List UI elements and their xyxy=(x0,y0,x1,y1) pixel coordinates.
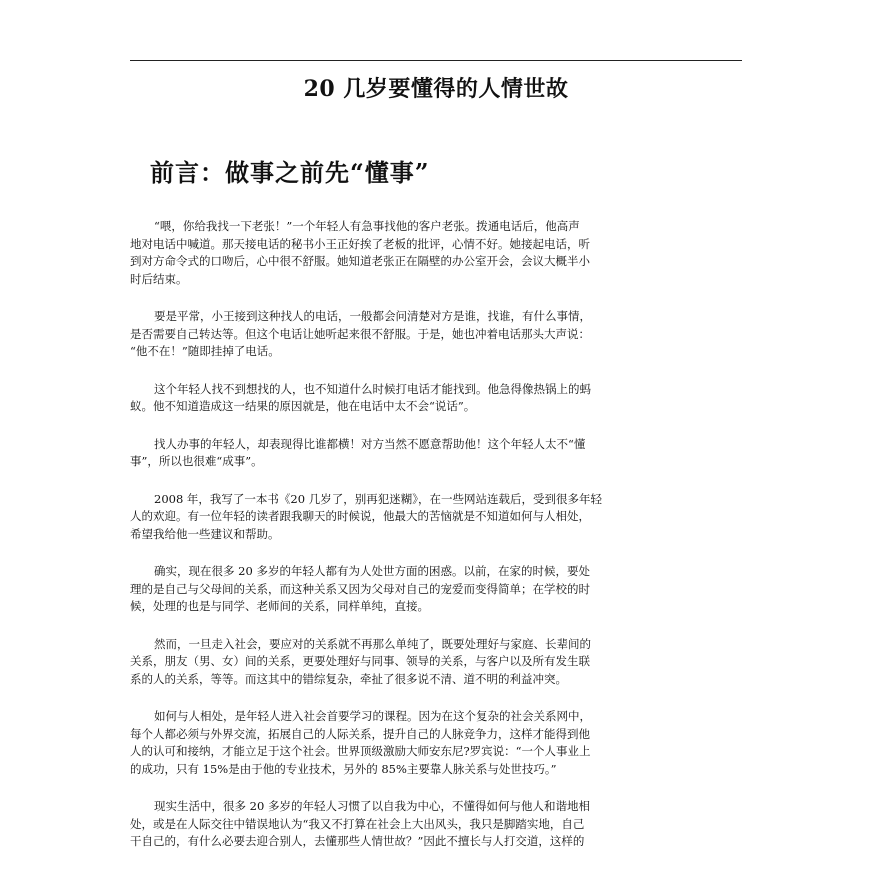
paragraph-line: 事”，所以也很难“成事”。 xyxy=(130,454,263,468)
paragraph-line: 然而，一旦走入社会，要应对的关系就不再那么单纯了，既要处理好与家庭、长辈间的 xyxy=(154,636,591,651)
header-rule xyxy=(130,60,742,61)
paragraph-line: “喂，你给我找一下老张！”一个年轻人有急事找他的客户老张。拨通电话后，他高声 xyxy=(154,219,580,233)
paragraph xyxy=(130,436,742,471)
paragraph-line: 理的是自己与父母间的关系，而这种关系又因为父母对自己的宠爱而变得简单；在学校的时 xyxy=(130,581,590,596)
paragraph xyxy=(130,491,742,544)
paragraph-line: 系的人的关系，等等。而这其中的错综复杂，牵扯了很多说不清、道不明的利益冲突。 xyxy=(130,671,567,686)
paragraph xyxy=(130,798,742,851)
paragraph-line: 现实生活中，很多 20 多岁的年轻人习惯了以自我为中心，不懂得如何与他人和谐地相 xyxy=(154,799,590,813)
section-heading: 前言：做事之前先“懂事” xyxy=(150,158,430,187)
paragraph-line: 的成功，只有 15%是由于他的专业技术，另外的 85%主要靠人脉关系与处世技巧。” xyxy=(130,761,557,776)
paragraph-line: 地对电话中喊道。那天接电话的秘书小王正好挨了老板的批评，心情不好。她接起电话，听 xyxy=(130,236,590,251)
paragraph xyxy=(130,563,742,616)
paragraph xyxy=(130,218,742,288)
paragraph xyxy=(130,708,742,778)
paragraph-line: 是否需要自己转达等。但这个电话让她听起来很不舒服。于是，她也冲着电话那头大声说： xyxy=(130,326,590,341)
paragraph-line: 每个人都必须与外界交流，拓展自己的人际关系，提升自己的人脉竞争力，这样才能得到他 xyxy=(130,726,590,741)
paragraph-line: 干自己的，有什么必要去迎合别人，去懂那些人情世故？”因此不擅长与人打交道，这样的 xyxy=(130,834,585,848)
paragraph-line: 到对方命令式的口吻后，心中很不舒服。她知道老张正在隔壁的办公室开会，会议大概半小 xyxy=(130,254,590,268)
paragraph-line: 找人办事的年轻人，却表现得比谁都横！对方当然不愿意帮助他！这个年轻人太不“懂 xyxy=(154,436,586,451)
paragraph-line: 蚁。他不知道造成这一结果的原因就是，他在电话中太不会“说话”。 xyxy=(130,399,476,413)
paragraph-line: 如何与人相处，是年轻人进入社会首要学习的课程。因为在这个复杂的社会关系网中， xyxy=(154,709,591,723)
paragraph-line: 关系，朋友（男、女）间的关系，更要处理好与同事、领导的关系，与客户以及所有发生联 xyxy=(130,654,590,668)
paragraph xyxy=(130,636,742,689)
document-title: 20 几岁要懂得的人情世故 xyxy=(303,76,569,102)
body-text xyxy=(130,218,742,871)
paragraph-line: 要是平常，小王接到这种找人的电话，一般都会问清楚对方是谁，找谁，有什么事情， xyxy=(154,309,591,323)
paragraph-line: 时后结束。 xyxy=(130,271,188,286)
paragraph-line: 处，或是在人际交往中错误地认为“我又不打算在社会上大出风头，我只是脚踏实地，自己 xyxy=(130,816,585,831)
paragraph-line: 候，处理的也是与同学、老师间的关系，同样单纯，直接。 xyxy=(130,599,429,613)
paragraph-line: “他不在！”随即挂掉了电话。 xyxy=(130,344,280,358)
paragraph xyxy=(130,381,742,416)
paragraph-line: 人的认可和接纳，才能立足于这个社会。世界顶级激励大师安东尼?罗宾说：“一个人事业上 xyxy=(130,744,591,758)
paragraph-line: 确实，现在很多 20 多岁的年轻人都有为人处世方面的困惑。以前，在家的时候，要处 xyxy=(154,564,590,578)
paragraph xyxy=(130,308,742,361)
paragraph-line: 2008 年，我写了一本书《20 几岁了，别再犯迷糊》，在一些网站连载后，受到很多年轻 xyxy=(154,491,602,506)
paragraph-line: 希望我给他一些建议和帮助。 xyxy=(130,526,280,541)
paragraph-line: 人的欢迎。有一位年轻的读者跟我聊天的时候说，他最大的苦恼就是不知道如何与人相处， xyxy=(130,509,590,523)
paragraph-line: 这个年轻人找不到想找的人，也不知道什么时候打电话才能找到。他急得像热锅上的蚂 xyxy=(154,381,591,396)
